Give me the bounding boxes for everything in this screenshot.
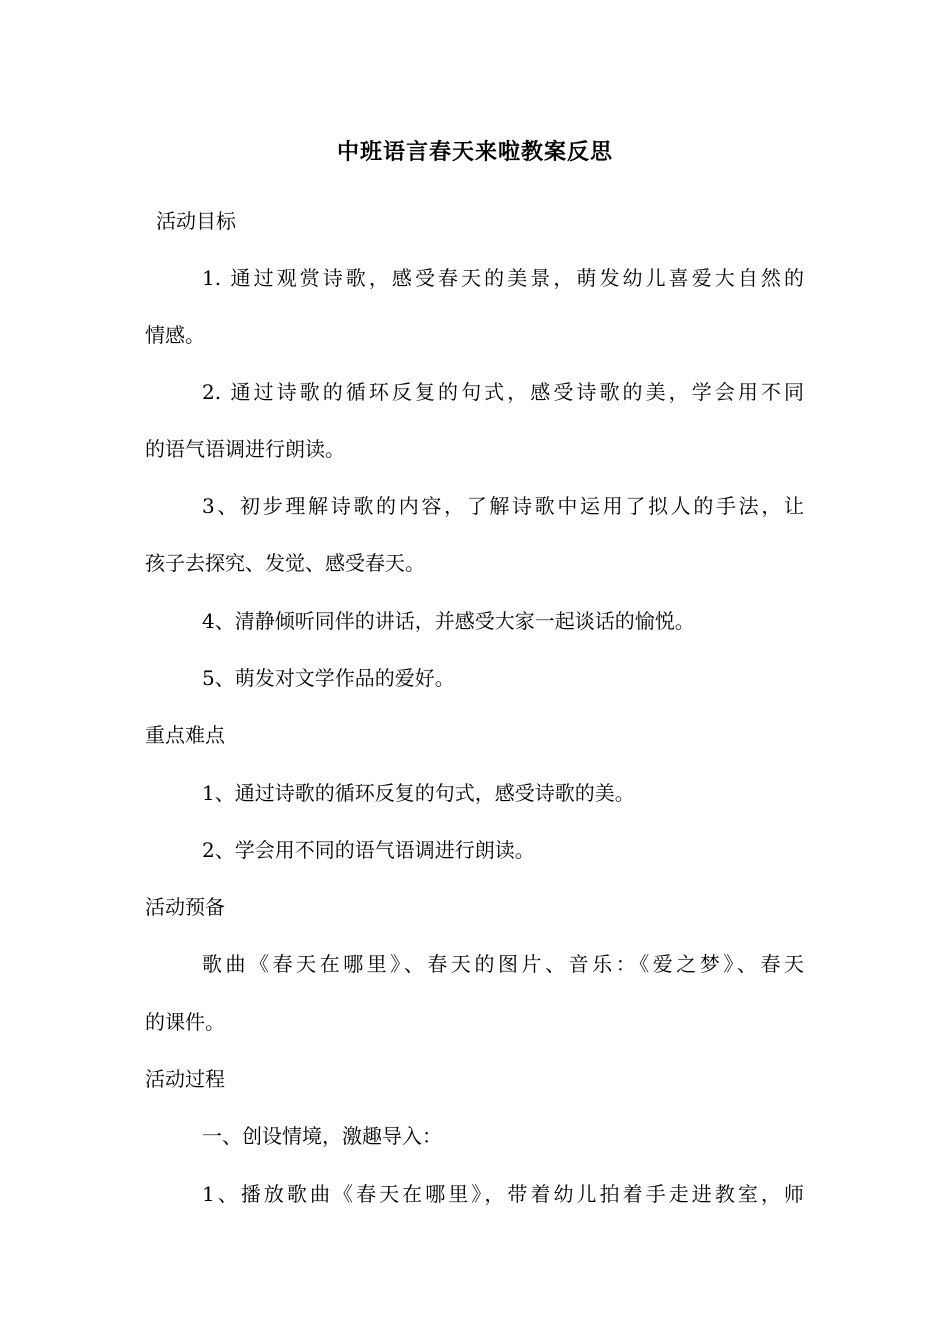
process-step-1-heading: 一、创设情境，激趣导入： [202, 1124, 442, 1148]
goal-item-1-line-2: 情感。 [145, 323, 205, 347]
goal-item-3-line-1: 3、初步理解诗歌的内容，了解诗歌中运用了拟人的手法，让 [202, 494, 804, 518]
section-heading-preparation: 活动预备 [145, 895, 225, 919]
key-point-item-1: 1、通过诗歌的循环反复的句式，感受诗歌的美。 [202, 781, 635, 805]
goal-item-2-line-2: 的语气语调进行朗读。 [145, 437, 345, 461]
preparation-text-line-2: 的课件。 [145, 1010, 225, 1034]
section-heading-process: 活动过程 [145, 1067, 225, 1091]
document-title: 中班语言春天来啦教案反思 [336, 139, 613, 165]
section-heading-goals: 活动目标 [156, 209, 236, 233]
section-heading-key-points: 重点难点 [145, 723, 225, 747]
goal-item-3-line-2: 孩子去探究、发觉、感受春天。 [145, 551, 425, 575]
goal-item-1-line-1: 1. 通过观赏诗歌，感受春天的美景，萌发幼儿喜爱大自然的 [202, 266, 804, 290]
goal-item-2-line-1: 2. 通过诗歌的循环反复的句式，感受诗歌的美，学会用不同 [202, 380, 804, 404]
process-step-1-item-1-line-1: 1、播放歌曲《春天在哪里》，带着幼儿拍着手走进教室，师 [202, 1182, 804, 1206]
key-point-item-2: 2、学会用不同的语气语调进行朗读。 [202, 838, 535, 862]
goal-item-5: 5、萌发对文学作品的爱好。 [202, 666, 455, 690]
goal-item-4: 4、清静倾听同伴的讲话，并感受大家一起谈话的愉悦。 [202, 609, 695, 633]
preparation-text-line-1: 歌曲《春天在哪里》、春天的图片、音乐：《爱之梦》、春天 [202, 952, 804, 976]
